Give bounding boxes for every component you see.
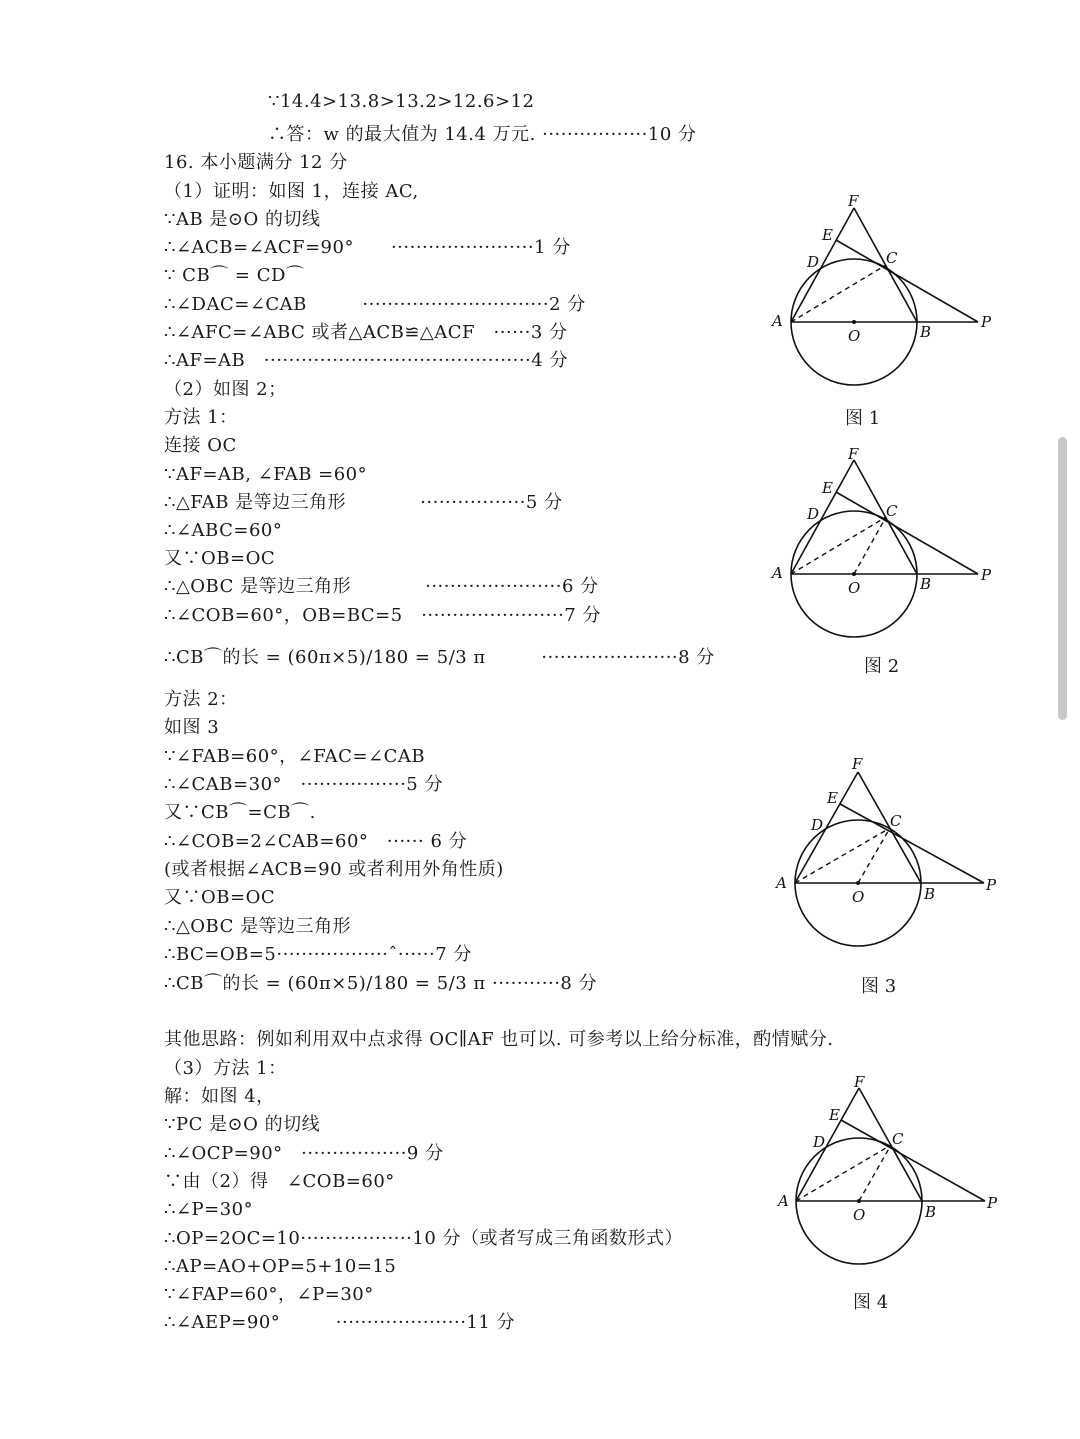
point-label: F xyxy=(854,1073,865,1091)
point-label: P xyxy=(981,313,992,331)
text-line: 方法 2： xyxy=(164,689,238,710)
point-label: O xyxy=(852,888,865,906)
text-line: ∵ CB⌒ = CD⌒ xyxy=(164,265,305,286)
text-line: 如图 3 xyxy=(164,717,220,738)
point-label: B xyxy=(924,885,936,903)
text-line: ∴CB⌒的长 = (60π×5)/180 = 5/3 π ···········8 分 xyxy=(164,973,598,994)
figure-caption: 图 2 xyxy=(864,656,900,677)
point-label: A xyxy=(776,874,787,892)
text-line: ∵∠FAB=60°，∠FAC=∠CAB xyxy=(164,746,426,767)
point-label: P xyxy=(981,566,992,584)
figure-caption: 图 1 xyxy=(845,408,881,429)
text-line: ∴AF=AB ···········································4 分 xyxy=(164,350,568,371)
text-line: ∴∠AFC=∠ABC 或者△ACB≌△ACF ······3 分 xyxy=(164,322,568,343)
text-line: ∴△OBC 是等边三角形 ······················6 分 xyxy=(164,576,599,597)
text-line: ∴AP=AO+OP=5+10=15 xyxy=(164,1256,397,1277)
point-label: A xyxy=(772,312,783,330)
point-label: C xyxy=(890,812,902,830)
text-line: （2）如图 2； xyxy=(164,379,287,400)
section-heading: 16. 本小题满分 12 分 xyxy=(164,152,348,173)
point-label: B xyxy=(925,1203,937,1221)
geometry-figure-4 xyxy=(765,1070,1005,1280)
text-line: ∴答：w 的最大值为 14.4 万元. ·················10 分 xyxy=(268,124,697,145)
text-line: ∴△FAB 是等边三角形 ·················5 分 xyxy=(164,492,563,513)
text-line: ∵AF=AB, ∠FAB =60° xyxy=(164,464,368,485)
text-line: 其他思路：例如利用双中点求得 OC∥AF 也可以. 可参考以上给分标准，酌情赋分. xyxy=(164,1029,834,1050)
text-line: ∴∠CAB=30° ·················5 分 xyxy=(164,774,443,795)
text-line: 又∵OB=OC xyxy=(164,548,276,569)
point-label: P xyxy=(986,876,997,894)
point-label: E xyxy=(827,789,838,807)
point-label: D xyxy=(811,816,824,834)
text-line: ∴CB⌒的长 = (60π×5)/180 = 5/3 π ······················8 分 xyxy=(164,647,715,668)
point-label: E xyxy=(822,226,833,244)
text-line: ∵AB 是⊙O 的切线 xyxy=(164,209,321,230)
point-label: O xyxy=(848,327,861,345)
text-line: ∴∠AEP=90° ·····················11 分 xyxy=(164,1312,516,1333)
point-label: F xyxy=(852,755,863,773)
point-label: D xyxy=(813,1133,826,1151)
point-label: O xyxy=(848,579,861,597)
point-label: A xyxy=(772,564,783,582)
point-label: C xyxy=(892,1130,904,1148)
geometry-figure-3 xyxy=(765,752,1005,962)
text-line: ∵由（2）得 ∠COB=60° xyxy=(164,1171,395,1192)
text-line: ∴BC=OB=5··················ˆ······7 分 xyxy=(164,944,472,965)
text-line: (或者根据∠ACB=90 或者利用外角性质) xyxy=(164,859,504,880)
text-line: ∴△OBC 是等边三角形 xyxy=(164,916,352,937)
geometry-figure-2 xyxy=(760,443,1000,653)
text-line: ∵∠FAP=60°，∠P=30° xyxy=(164,1284,374,1305)
text-line: ∵PC 是⊙O 的切线 xyxy=(164,1114,321,1135)
text-line: 方法 1： xyxy=(164,407,238,428)
point-label: B xyxy=(920,575,932,593)
point-label: P xyxy=(987,1194,998,1212)
text-line: ∴∠ABC=60° xyxy=(164,520,283,541)
text-line: ∴∠OCP=90° ·················9 分 xyxy=(164,1143,444,1164)
point-label: O xyxy=(853,1206,866,1224)
figure-caption: 图 4 xyxy=(853,1292,889,1313)
text-line: 解：如图 4， xyxy=(164,1086,275,1107)
geometry-figure-1 xyxy=(760,190,1000,400)
text-line: 又∵OB=OC xyxy=(164,887,276,908)
point-label: F xyxy=(848,192,859,210)
text-line: ∴∠P=30° xyxy=(164,1199,254,1220)
figure-caption: 图 3 xyxy=(861,976,897,997)
point-label: D xyxy=(807,253,820,271)
text-line: ∴∠DAC=∠CAB ······························2 分 xyxy=(164,294,586,315)
text-line: ∴OP=2OC=10··················10 分（或者写成三角函数形式） xyxy=(164,1228,683,1249)
point-label: B xyxy=(920,323,932,341)
scrollbar-thumb[interactable] xyxy=(1058,437,1067,720)
point-label: E xyxy=(829,1106,840,1124)
point-label: C xyxy=(886,249,898,267)
point-label: E xyxy=(822,479,833,497)
point-label: D xyxy=(807,505,820,523)
text-line: 连接 OC xyxy=(164,435,237,456)
text-line: ∴∠COB=60°，OB=BC=5 ·······················7 分 xyxy=(164,605,601,626)
point-label: F xyxy=(848,445,859,463)
text-line: ∵14.4>13.8>13.2>12.6>12 xyxy=(268,91,535,112)
text-line: ∴∠COB=2∠CAB=60° ······ 6 分 xyxy=(164,831,468,852)
point-label: C xyxy=(886,502,898,520)
text-line: 又∵CB⌒=CB⌒. xyxy=(164,802,316,823)
text-line: （3）方法 1： xyxy=(164,1058,287,1079)
text-line: ∴∠ACB=∠ACF=90° ·······················1 分 xyxy=(164,237,571,258)
text-line: （1）证明：如图 1，连接 AC, xyxy=(164,181,419,202)
point-label: A xyxy=(778,1192,789,1210)
